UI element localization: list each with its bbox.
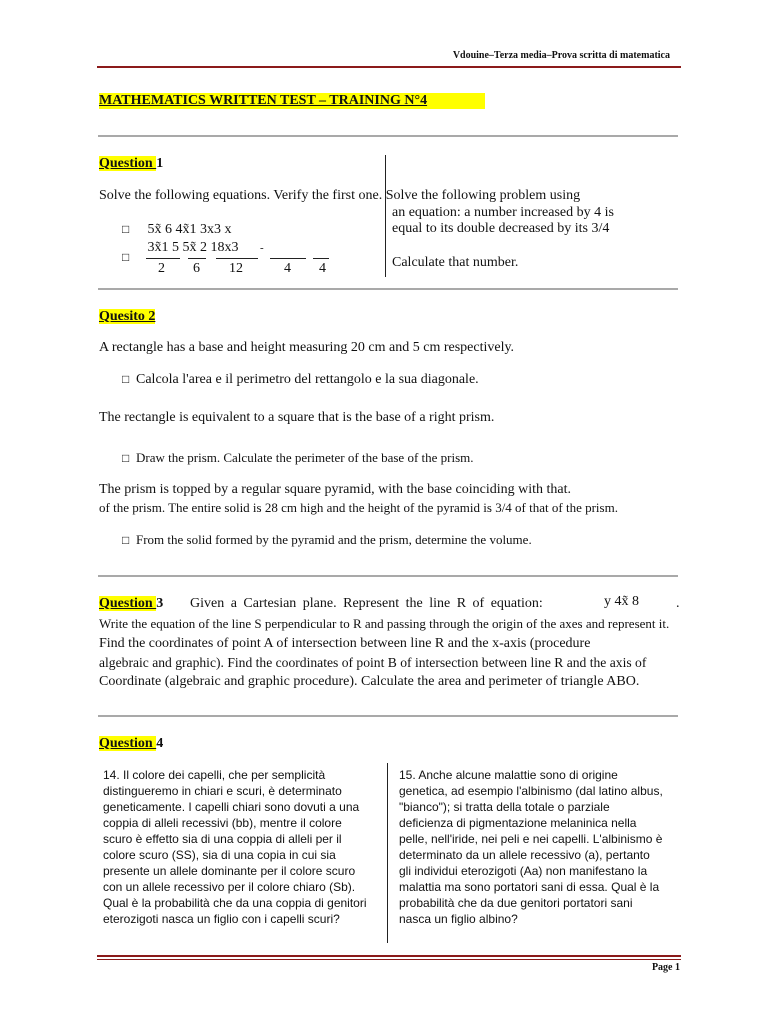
text-line: determinato da un allele recessivo (a), pertanto — [399, 848, 650, 862]
text-line: genetica, ad esempio l'albinismo (dal latino albus, — [399, 784, 663, 798]
question-3-line: Write the equation of the line S perpendicular to R and passing through the origin of the axes and represent it. — [99, 616, 670, 631]
running-header: Vdouine–Terza media–Prova scritta di matematica — [452, 50, 670, 61]
text-line: 15. Anche alcune malattie sono di origine — [399, 768, 618, 782]
text-line: gli individui eterozigoti (Aa) non manifestano la — [399, 864, 648, 878]
bullet-text: Calcola l'area e il perimetro del rettangolo e la sua diagonale. — [136, 372, 479, 387]
text-line: pelle, nell'iride, nei peli e nei capelli. L'albinismo è — [399, 832, 663, 846]
paragraph: The prism is topped by a regular square pyramid, with the base coinciding with that. — [99, 482, 571, 497]
denominator: 4 — [284, 261, 291, 276]
question-1-number: 1 — [156, 156, 164, 171]
text-line: nasca un figlio albino? — [399, 912, 518, 926]
fraction-bar — [313, 258, 329, 259]
question-3-line: algebraic and graphic). Find the coordinates of point B of intersection between line R and the axis of — [99, 655, 647, 670]
missing-glyph-icon: □ — [122, 222, 130, 236]
equation-2-mark: - — [260, 242, 264, 254]
page-title: MATHEMATICS WRITTEN TEST – TRAINING N°4 — [99, 93, 485, 109]
text-line: con un allele recessivo per il colore chiaro (Sb). — [103, 880, 356, 894]
bullet-item — [122, 450, 474, 466]
text-line: probabilità che da due genitori portatori sani — [399, 896, 633, 910]
fraction-bar — [270, 258, 306, 259]
divider — [98, 715, 678, 717]
question-3-label: Question — [99, 596, 157, 611]
text-line: colore scuro (SS), sia di una copia in cui sia — [103, 848, 336, 862]
paragraph: The rectangle is equivalent to a square that is the base of a right prism. — [99, 410, 495, 425]
question-2-heading — [99, 309, 155, 325]
equation-1: 5x̃ 6 4x̃1 3x3 x — [147, 222, 232, 237]
text-line: 14. Il colore dei capelli, che per semplicità — [103, 768, 326, 782]
paragraph: of the prism. The entire solid is 28 cm high and the height of the pyramid is 3/4 of that of the prism. — [99, 500, 618, 515]
missing-glyph-icon: □ — [122, 533, 130, 547]
text-line: Qual è la probabilità che da una coppia di genitori — [103, 896, 367, 910]
question-1-heading — [99, 156, 163, 172]
divider — [98, 135, 678, 137]
text-line: eterozigoti nasca un figlio con i capelli scuri? — [103, 912, 340, 926]
problem-line: equal to its double decreased by its 3/4 — [392, 221, 610, 236]
missing-glyph-icon: □ — [122, 451, 130, 465]
text-line: deficienza di pigmentazione melaninica nella — [399, 816, 637, 830]
text-line: coppia di alleli recessivi (bb), mentre il colore — [103, 816, 342, 830]
problem-line: an equation: a number increased by 4 is — [392, 205, 614, 220]
footer-rule-thin — [97, 959, 681, 960]
text-line: malattia ma sono portatori sani di essa. Qual è la — [399, 880, 660, 894]
equation-2-row — [122, 240, 264, 264]
exercise-14-text — [103, 767, 367, 927]
column-divider — [385, 155, 386, 277]
equation-dot: . — [676, 596, 680, 611]
divider — [98, 575, 678, 577]
question-4-heading — [99, 736, 163, 752]
question-1-label: Question — [99, 156, 157, 171]
missing-glyph-icon: □ — [122, 250, 130, 264]
bullet-text: From the solid formed by the pyramid and the prism, determine the volume. — [136, 532, 532, 547]
column-divider — [387, 763, 388, 943]
text-line: geneticamente. I capelli chiari sono dovuti a una — [103, 800, 360, 814]
fraction-bar — [146, 258, 180, 259]
question-4-label: Question — [99, 736, 157, 751]
question-3-line: Find the coordinates of point A of intersection between line R and the x-axis (procedure — [99, 636, 591, 651]
text-line: distingueremo in chiari e scuri, è determinato — [103, 784, 342, 798]
denominator: 6 — [193, 261, 200, 276]
denominator: 12 — [229, 261, 243, 276]
question-3-heading — [99, 596, 163, 612]
question-3-lead: Given a Cartesian plane. Represent the line R of equation: — [190, 596, 543, 611]
denominator: 2 — [158, 261, 165, 276]
missing-glyph-icon: □ — [122, 372, 130, 386]
footer-rule — [97, 955, 681, 957]
page-number: Page 1 — [651, 962, 680, 973]
paragraph: A rectangle has a base and height measuring 20 cm and 5 cm respectively. — [99, 340, 515, 355]
text-line: presente un allele dominante per il colore scuro — [103, 864, 356, 878]
line-equation: y 4x̃ 8 — [604, 594, 639, 609]
fraction-bar — [188, 258, 206, 259]
text-line: "bianco"); si tratta della totale o parziale — [399, 800, 610, 814]
text-line: scuro è effetto sia di una coppia di alleli per il — [103, 832, 342, 846]
fraction-bar — [216, 258, 258, 259]
equation-1-row — [122, 222, 232, 238]
question-3-line: Coordinate (algebraic and graphic procedure). Calculate the area and perimeter of triangle ABO. — [99, 674, 640, 689]
exercise-15-text — [399, 767, 663, 927]
bullet-item — [122, 532, 532, 548]
question-1-intro: Solve the following equations. Verify the first one. Solve the following problem using — [99, 188, 581, 203]
question-4-number: 4 — [156, 736, 164, 751]
bullet-item — [122, 372, 479, 388]
denominator: 4 — [319, 261, 326, 276]
question-3-number: 3 — [156, 596, 164, 611]
bullet-text: Draw the prism. Calculate the perimeter of the base of the prism. — [136, 450, 474, 465]
equation-2-numerators: 3x̃1 5 5x̃ 2 18x3 — [147, 240, 239, 255]
header-rule — [97, 66, 681, 68]
divider — [98, 288, 678, 290]
question-2-label: Quesito 2 — [99, 309, 156, 324]
problem-line: Calculate that number. — [392, 255, 519, 270]
